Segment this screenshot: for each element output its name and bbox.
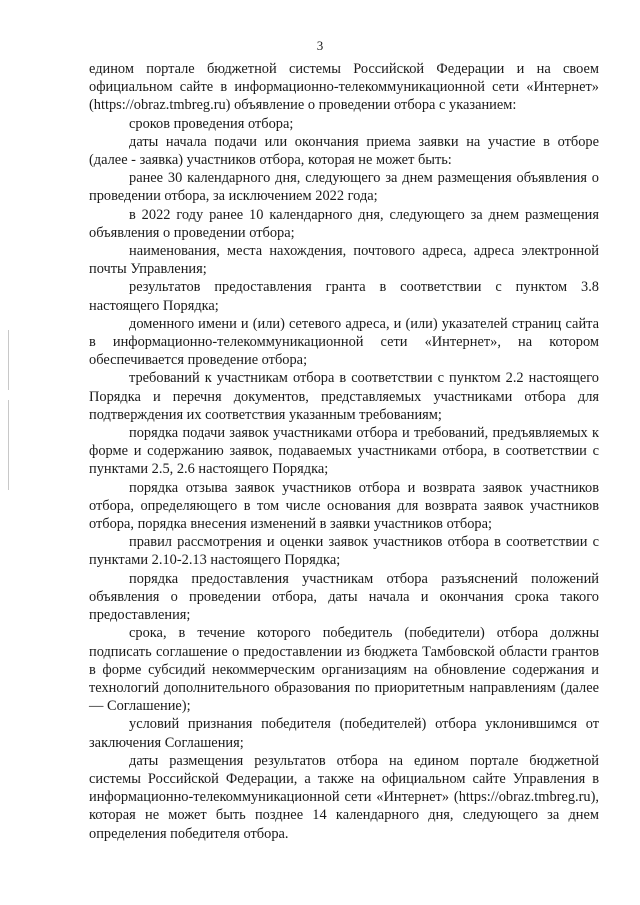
paragraph: наименования, места нахождения, почтового адреса, адреса электронной почты Управления; — [89, 243, 599, 278]
paragraph: сроков проведения отбора; — [129, 115, 294, 132]
page-number: 3 — [316, 38, 324, 53]
paragraph: правил рассмотрения и оценки заявок участников отбора в соответствии с пунктами 2.10-2.13 настоящего Порядка; — [89, 534, 599, 569]
paragraph: условий признания победителя (победителей) отбора уклонившимся от заключения Соглашения; — [89, 716, 599, 751]
paragraph: порядка подачи заявок участниками отбора и требований, предъявляемых к форме и содержанию заявок, подаваемых участниками отбора, в соответствии с пунктами 2.5, 2.6 настоящего Порядка; — [89, 425, 599, 478]
paragraph: доменного имени и (или) сетевого адреса, и (или) указателей страниц сайта в информационно-телекоммуникационной сети «Интернет», на котором обеспечивается проведение отбора; — [89, 315, 599, 369]
paragraph: срока, в течение которого победитель (победители) отбора должны подписать соглашение о предоставлении из бюджета Тамбовской области грантов в форме субсидий некоммерческим организациям на обновление содержания и технологий дополнительного образования по приоритетным направлениям (далее — Соглашение); — [89, 625, 599, 715]
scan-margin-mark — [8, 330, 9, 390]
paragraph: порядка предоставления участникам отбора разъяснений положений объявления о проведении отбора, даты начала и окончания срока такого предоставления; — [89, 570, 599, 624]
paragraph: даты размещения результатов отбора на едином портале бюджетной системы Российской Федерации, а также на официальном сайте Управления в информационно-телекоммуникационной сети «Интернет» (https://obraz.tmbreg.ru), которая не может быть позднее 14 календарного дня, следующего за днем определения победителя отбора. — [89, 752, 599, 842]
scan-margin-mark — [8, 400, 9, 490]
paragraph: даты начала подачи или окончания приема заявки на участие в отборе (далее - заявка) участников отбора, которая не может быть: — [89, 133, 599, 169]
document-body — [89, 60, 599, 843]
paragraph: ранее 30 календарного дня, следующего за днем размещения объявления о проведении отбора, за исключением 2022 года; — [89, 170, 599, 205]
paragraph: результатов предоставления гранта в соответствии с пунктом 3.8 настоящего Порядка; — [89, 279, 599, 314]
paragraph: в 2022 году ранее 10 календарного дня, следующего за днем размещения объявления о проведении отбора; — [89, 206, 599, 241]
paragraph: порядка отзыва заявок участников отбора и возврата заявок участников отбора, определяющего в том числе основания для возврата заявок участников отбора, порядка внесения изменений в заявки участников отбора; — [89, 479, 599, 533]
paragraph: едином портале бюджетной системы Российской Федерации и на своем официальном сайте в информационно-телекоммуникационной сети «Интернет» (https://obraz.tmbreg.ru) объявление о проведении отбора с указанием: — [89, 61, 599, 114]
paragraph: требований к участникам отбора в соответствии с пунктом 2.2 настоящего Порядка и перечня документов, представляемых участниками отбора для подтверждения их соответствия указанным требованиям; — [89, 370, 599, 423]
